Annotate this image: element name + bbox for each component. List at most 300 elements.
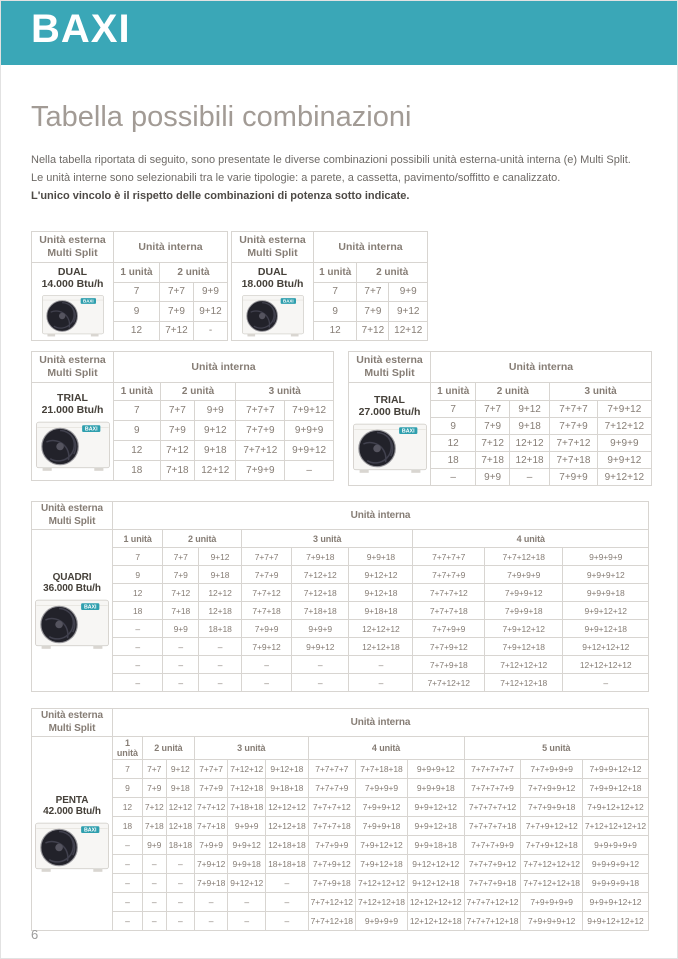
combination-cell: 7+9+9+9 <box>484 566 562 584</box>
combination-cell: 9+9+9+12 <box>407 760 464 779</box>
external-unit-cell <box>349 383 431 486</box>
external-unit-header-line: Unità esterna <box>39 233 106 246</box>
baxi-logo: BAXI <box>31 7 131 51</box>
combination-cell: 7+7+7+12+12 <box>464 893 521 912</box>
internal-unit-header: Unità interna <box>113 709 649 737</box>
combination-cell: 7+9+9+12+12 <box>582 760 648 779</box>
combination-cell: 7+7+12 <box>550 435 597 452</box>
combination-cell: 12 <box>431 435 476 452</box>
combination-table-dual-14000 <box>31 231 228 341</box>
combination-cell: 7+7+9 <box>550 418 597 435</box>
combination-cell: 9+9 <box>476 469 510 486</box>
combination-cell: 7+9 <box>163 566 199 584</box>
table-row <box>32 584 649 602</box>
table-row <box>32 836 649 855</box>
combination-cell: 9+9 <box>195 401 236 421</box>
table-header-row <box>32 502 649 530</box>
combination-cell: – <box>113 836 143 855</box>
combination-cell: 7+7+9 <box>194 779 227 798</box>
table-header-row <box>349 352 652 383</box>
combination-cell: 7+7+9+12+12 <box>521 817 582 836</box>
combination-cell: 9+9 <box>389 282 428 302</box>
combination-cell: 7+7+12+12+18 <box>521 874 582 893</box>
combination-cell: 7+7+7 <box>241 548 291 566</box>
combination-cell: 9+9+9+9+9 <box>582 836 648 855</box>
combination-cell: 7+18 <box>476 452 510 469</box>
combination-cell: – <box>509 469 549 486</box>
model-power: 27.000 Btu/h <box>358 406 421 418</box>
external-unit-header <box>32 232 114 263</box>
combination-cell: 12+12 <box>166 798 194 817</box>
combination-cell: - <box>193 321 227 341</box>
external-unit-header-line: Unità esterna <box>39 353 106 366</box>
combination-cell: 7+7+9+9+12 <box>521 779 582 798</box>
combination-cell: 7+7+7 <box>194 760 227 779</box>
column-group-header: 3 unità <box>241 530 413 548</box>
combination-cell: 9+18 <box>166 779 194 798</box>
column-group-row <box>32 383 334 401</box>
combination-cell: 7+7+12+18 <box>484 548 562 566</box>
combination-cell: 7+7+12 <box>241 584 291 602</box>
combination-cell: 7+7+7+7+9 <box>464 779 521 798</box>
combination-cell: 7+9+12+12 <box>484 620 562 638</box>
combination-cell: 7+7+9 <box>236 421 285 441</box>
combination-cell: 7+9+18 <box>194 874 227 893</box>
column-group-header: 4 unità <box>413 530 649 548</box>
combination-cell: – <box>241 656 291 674</box>
combination-cell: 7+7+9+9+9 <box>521 760 582 779</box>
combination-cell: 7+12+12 <box>292 566 349 584</box>
column-group-row <box>349 383 652 401</box>
combination-cell: 7+9 <box>476 418 510 435</box>
combination-cell: 9+9 <box>142 836 166 855</box>
svg-text:BAXI: BAXI <box>82 298 94 304</box>
combination-cell: 12 <box>113 798 143 817</box>
page-number: 6 <box>31 927 39 942</box>
combination-table-trial-27000 <box>348 351 652 486</box>
table-row <box>32 874 649 893</box>
combinations-table <box>31 231 228 341</box>
combination-cell: – <box>142 893 166 912</box>
combination-cell: 9+9+9+12 <box>563 566 649 584</box>
svg-text:BAXI: BAXI <box>84 426 98 433</box>
combination-cell: – <box>166 855 194 874</box>
external-unit-header-line: Multi Split <box>47 367 98 379</box>
external-unit-header-line: Unità esterna <box>239 233 306 246</box>
column-group-header: 2 unità <box>142 737 194 760</box>
combination-cell: 18+18 <box>166 836 194 855</box>
svg-text:BAXI: BAXI <box>84 604 97 611</box>
combination-cell: 7+7+9+9 <box>308 836 355 855</box>
combination-table-quadri-36000 <box>31 501 649 692</box>
combination-cell: 9 <box>113 566 163 584</box>
combination-cell: 7+12+18 <box>228 779 266 798</box>
combination-cell: 7+18 <box>142 817 166 836</box>
combination-cell: 12+18 <box>199 602 242 620</box>
combination-cell: – <box>163 674 199 692</box>
table-header-row <box>232 232 428 263</box>
combination-cell: 12+12+12 <box>266 798 309 817</box>
combinations-table <box>348 351 652 486</box>
svg-text:BAXI: BAXI <box>401 428 415 435</box>
combination-table-trial-21000 <box>31 351 334 481</box>
combination-cell: – <box>349 674 413 692</box>
combination-cell: 9+9+12+18 <box>563 620 649 638</box>
combination-cell: – <box>113 893 143 912</box>
combination-cell: 7+9+9+18 <box>355 817 407 836</box>
combination-cell: 12+12+18 <box>266 817 309 836</box>
external-unit-header-line: Unità esterna <box>356 353 423 366</box>
combination-cell: 7+7 <box>163 548 199 566</box>
combination-cell: 7+7 <box>160 401 194 421</box>
combination-cell: 7 <box>114 401 161 421</box>
combination-table-dual-18000 <box>231 231 428 341</box>
combination-cell: 7+7+12 <box>236 441 285 461</box>
column-group-row <box>32 737 649 760</box>
combination-cell: 7 <box>114 282 160 302</box>
combination-cell: – <box>113 855 143 874</box>
svg-text:BAXI: BAXI <box>84 827 97 834</box>
combination-cell: 12+12+12+12 <box>563 656 649 674</box>
combination-cell: 7+9+9+9+9 <box>521 893 582 912</box>
column-group-header: 1 unità <box>113 530 163 548</box>
combination-cell: 12+12 <box>509 435 549 452</box>
external-unit-header-line: Unità esterna <box>40 710 104 721</box>
combination-cell: 7+7+7+12 <box>308 798 355 817</box>
combination-cell: 7+9+12+18 <box>355 855 407 874</box>
combination-cell: 7+9+12+12 <box>355 836 407 855</box>
combinations-table <box>231 231 428 341</box>
combination-cell: 9 <box>431 418 476 435</box>
combination-cell: 7+7 <box>476 401 510 418</box>
external-unit-header-line: Multi Split <box>364 367 415 379</box>
table-row <box>32 548 649 566</box>
combination-cell: 7+9+12 <box>194 855 227 874</box>
combination-cell: 7+7+7+9+18 <box>464 874 521 893</box>
top-banner <box>1 1 678 65</box>
combination-cell: – <box>166 912 194 931</box>
combination-cell: – <box>199 638 242 656</box>
combination-cell: 18 <box>113 817 143 836</box>
combination-cell: 9+9+12 <box>285 441 334 461</box>
combination-cell: 7+9 <box>357 302 389 322</box>
combination-cell: – <box>166 893 194 912</box>
combination-cell: 9+9+9 <box>597 435 651 452</box>
combination-cell: 9 <box>314 302 357 322</box>
combination-cell: 7 <box>113 548 163 566</box>
page-title: Tabella possibili combinazioni <box>31 101 412 133</box>
outdoor-unit-image <box>35 419 111 474</box>
combination-cell: 9+9+12 <box>292 638 349 656</box>
combination-cell: 7+9+18 <box>292 548 349 566</box>
combination-cell: 7+7+12+12 <box>413 674 484 692</box>
combination-cell: 7+7+7+18 <box>413 602 484 620</box>
internal-unit-header: Unità interna <box>314 232 428 263</box>
combination-cell: 7 <box>314 282 357 302</box>
combination-cell: 7+7+7+7+18 <box>464 817 521 836</box>
combination-cell: 7+9+9 <box>194 836 227 855</box>
combination-cell: 9 <box>114 421 161 441</box>
combination-cell: – <box>142 874 166 893</box>
combination-cell: 9+9+9+18 <box>407 779 464 798</box>
combination-cell: – <box>113 912 143 931</box>
combination-cell: 7+7+9+18 <box>413 656 484 674</box>
combination-cell: 7+7+7+9 <box>308 779 355 798</box>
combination-cell: – <box>142 855 166 874</box>
column-group-header: 2 unità <box>160 383 236 401</box>
combination-cell: 9+12+12 <box>597 469 651 486</box>
table-header-row <box>32 352 334 383</box>
combination-cell: 7+12 <box>476 435 510 452</box>
combination-cell: 7+7+7+7+12 <box>464 798 521 817</box>
combination-cell: 7+12+18 <box>292 584 349 602</box>
combination-cell: 7+12 <box>160 441 194 461</box>
combination-cell: 7+7+9+12 <box>413 638 484 656</box>
column-group-header: 2 unità <box>357 263 428 283</box>
combination-cell: 12 <box>114 321 160 341</box>
combination-cell: 9+12+18 <box>349 584 413 602</box>
model-name: TRIAL <box>57 391 88 404</box>
combination-cell: 9+12 <box>195 421 236 441</box>
combination-cell: 9 <box>114 302 160 322</box>
table-row <box>32 602 649 620</box>
combination-cell: 9+9+9+9+12 <box>582 855 648 874</box>
combination-cell: 9+12+12 <box>349 566 413 584</box>
combination-cell: 7+7+9+18 <box>308 874 355 893</box>
combination-cell: 7+12+12+12+12 <box>582 817 648 836</box>
model-power: 18.000 Btu/h <box>241 278 304 290</box>
combination-cell: 9+9+9 <box>292 620 349 638</box>
combination-cell: 7+9+9+12 <box>355 798 407 817</box>
column-group-header: 3 unità <box>194 737 308 760</box>
combination-cell: 7+12 <box>159 321 193 341</box>
external-unit-cell <box>32 383 114 481</box>
combination-cell: 7+12+12+12 <box>355 874 407 893</box>
combination-cell: 9 <box>113 779 143 798</box>
combination-cell: 7+7+7 <box>550 401 597 418</box>
outdoor-unit-image <box>34 820 110 875</box>
combination-cell: 7+7+18+18 <box>355 760 407 779</box>
combination-cell: 7+12+12+18 <box>355 893 407 912</box>
combination-cell: 7+7+12+12+12 <box>521 855 582 874</box>
combination-cell: 12+18 <box>509 452 549 469</box>
table-row <box>32 760 649 779</box>
combination-cell: 7+12 <box>357 321 389 341</box>
combination-cell: 7+9+9 <box>241 620 291 638</box>
combination-cell: 9+9+9+9+18 <box>582 874 648 893</box>
external-unit-header-line: Unità esterna <box>40 503 104 514</box>
combination-cell: 7+12+12+18 <box>484 674 562 692</box>
combination-cell: 7+18+18 <box>292 602 349 620</box>
external-unit-header <box>32 502 113 530</box>
combination-cell: – <box>431 469 476 486</box>
table-row <box>32 638 649 656</box>
combination-cell: 7+9+9+9 <box>355 779 407 798</box>
combination-cell: 7+9+9+12+18 <box>582 779 648 798</box>
model-power: 36.000 Btu/h <box>43 582 101 594</box>
combination-cell: 18 <box>113 602 163 620</box>
combination-cell: 9+12+12 <box>228 874 266 893</box>
external-unit-header <box>232 232 314 263</box>
combination-cell: – <box>563 674 649 692</box>
combination-cell: 9+9 <box>163 620 199 638</box>
combination-cell: – <box>266 874 309 893</box>
combination-cell: – <box>142 912 166 931</box>
combination-cell: 9+9+18+18 <box>407 836 464 855</box>
internal-unit-header: Unità interna <box>431 352 652 383</box>
combination-cell: – <box>194 912 227 931</box>
external-unit-header <box>349 352 431 383</box>
combination-cell: 7+7+12+12 <box>308 893 355 912</box>
combination-cell: 7+7+12+18 <box>308 912 355 931</box>
model-power: 14.000 Btu/h <box>41 278 104 290</box>
external-unit-header <box>32 352 114 383</box>
combination-cell: 7+18 <box>160 461 194 481</box>
combination-cell: 12+18 <box>166 817 194 836</box>
table-row <box>32 620 649 638</box>
combination-cell: 9+12+18 <box>266 760 309 779</box>
combination-cell: 9+9 <box>193 282 227 302</box>
combination-cell: 7+9 <box>160 421 194 441</box>
column-group-header: 2 unità <box>159 263 227 283</box>
external-unit-cell <box>232 263 314 341</box>
combination-cell: 9+18 <box>195 441 236 461</box>
combination-cell: 7+7+12 <box>194 798 227 817</box>
outdoor-unit-image <box>352 421 428 476</box>
combination-cell: 7+12+12+12 <box>484 656 562 674</box>
external-unit-cell <box>32 737 113 931</box>
internal-unit-header: Unità interna <box>114 352 334 383</box>
combination-cell: 9+12 <box>389 302 428 322</box>
column-group-header: 1 unità <box>113 737 143 760</box>
combination-cell: 18 <box>431 452 476 469</box>
combination-cell: 7+7+7+9 <box>413 566 484 584</box>
svg-text:BAXI: BAXI <box>282 298 294 304</box>
combination-cell: – <box>292 656 349 674</box>
combinations-table <box>31 708 649 931</box>
combination-cell: – <box>199 674 242 692</box>
combination-cell: 7+7+7+18 <box>308 817 355 836</box>
combination-table-penta-42000 <box>31 708 649 931</box>
combination-cell: 18+18 <box>199 620 242 638</box>
combination-cell: 7 <box>113 760 143 779</box>
combination-cell: 7+7+7+7 <box>413 548 484 566</box>
table-header-row <box>32 709 649 737</box>
combination-cell: 12+12+18 <box>349 638 413 656</box>
combination-cell: – <box>194 893 227 912</box>
combination-cell: – <box>292 674 349 692</box>
intro-line-3: L'unico vincolo è il rispetto delle combinazioni di potenza sotto indicate. <box>31 190 410 202</box>
combination-cell: – <box>113 874 143 893</box>
combination-cell: 7+7 <box>142 760 166 779</box>
combination-cell: 7+9+9+18 <box>484 602 562 620</box>
combination-cell: 12+12 <box>389 321 428 341</box>
column-group-header: 2 unità <box>476 383 550 401</box>
combination-cell: 7+7+7+12 <box>413 584 484 602</box>
combination-cell: 7+9+9+12 <box>484 584 562 602</box>
combination-cell: 9+9+12+12+12 <box>582 912 648 931</box>
table-row <box>32 566 649 584</box>
combination-cell: 9+12 <box>166 760 194 779</box>
table-row <box>32 912 649 931</box>
combination-cell: – <box>349 656 413 674</box>
intro-paragraph <box>31 151 631 205</box>
combination-cell: 9+9+18 <box>228 855 266 874</box>
intro-line-1: Nella tabella riportata di seguito, sono presentate le diverse combinazioni possibili unità esterna-unità interna (e) Multi Split. <box>31 154 631 166</box>
outdoor-unit-image <box>41 293 105 339</box>
combination-cell: 7+7 <box>159 282 193 302</box>
combination-cell: 7+7+9+12 <box>308 855 355 874</box>
combination-cell: 7+9 <box>142 779 166 798</box>
combination-cell: 9+12 <box>199 548 242 566</box>
combination-cell: 7+12 <box>142 798 166 817</box>
model-name: DUAL <box>57 266 88 278</box>
external-unit-header-line: Multi Split <box>47 247 98 259</box>
combination-cell: – <box>113 674 163 692</box>
table-row <box>32 855 649 874</box>
combination-cell: – <box>199 656 242 674</box>
column-group-header: 1 unità <box>314 263 357 283</box>
table-row <box>32 817 649 836</box>
column-group-row <box>32 530 649 548</box>
model-name: TRIAL <box>374 394 405 406</box>
combination-cell: 12+12+12+18 <box>407 912 464 931</box>
combination-cell: 12 <box>113 584 163 602</box>
combination-cell: – <box>163 638 199 656</box>
combination-cell: 12 <box>314 321 357 341</box>
column-group-row <box>32 263 228 283</box>
combination-cell: 9+12 <box>193 302 227 322</box>
outdoor-unit-image <box>241 293 305 339</box>
combination-cell: 7+7+7+7+7 <box>464 760 521 779</box>
combination-cell: 7+9+12+18 <box>484 638 562 656</box>
combination-cell: – <box>113 638 163 656</box>
combination-cell: 9+9+9 <box>285 421 334 441</box>
combination-cell: 7+7+7+7 <box>308 760 355 779</box>
column-group-header: 4 unità <box>308 737 464 760</box>
combination-cell: 7+7+7+9+9 <box>464 836 521 855</box>
combination-cell: 9+12+12+12 <box>563 638 649 656</box>
internal-unit-header: Unità interna <box>114 232 228 263</box>
column-group-header: 5 unità <box>464 737 648 760</box>
outdoor-unit-image <box>34 597 110 652</box>
combination-cell: 18 <box>114 461 161 481</box>
combination-cell: 9+9+9+18 <box>563 584 649 602</box>
combination-cell: 7+7+18 <box>194 817 227 836</box>
column-group-row <box>232 263 428 283</box>
external-unit-header-line: Multi Split <box>247 247 298 259</box>
combination-cell: 9+9+9+12+12 <box>582 893 648 912</box>
combination-cell: 12+12+12+12 <box>407 893 464 912</box>
combinations-table <box>31 351 334 481</box>
combination-cell: 7+12 <box>163 584 199 602</box>
combination-cell: 12+12 <box>195 461 236 481</box>
combination-cell: 7+9+12+12+12 <box>582 798 648 817</box>
external-unit-header-line: Multi Split <box>48 722 96 734</box>
combination-cell: 9+9+12+18 <box>407 817 464 836</box>
combination-cell: 9+18+18 <box>349 602 413 620</box>
combination-cell: – <box>228 893 266 912</box>
combination-cell: 9+12+12+18 <box>407 874 464 893</box>
combination-cell: 9+9+12 <box>228 836 266 855</box>
combination-cell: – <box>266 893 309 912</box>
combination-cell: 7+9 <box>159 302 193 322</box>
model-name: PENTA <box>55 794 89 806</box>
combination-cell: 9+9+9 <box>228 817 266 836</box>
combination-cell: 12+12 <box>199 584 242 602</box>
table-row <box>32 779 649 798</box>
table-header-row <box>32 232 228 263</box>
